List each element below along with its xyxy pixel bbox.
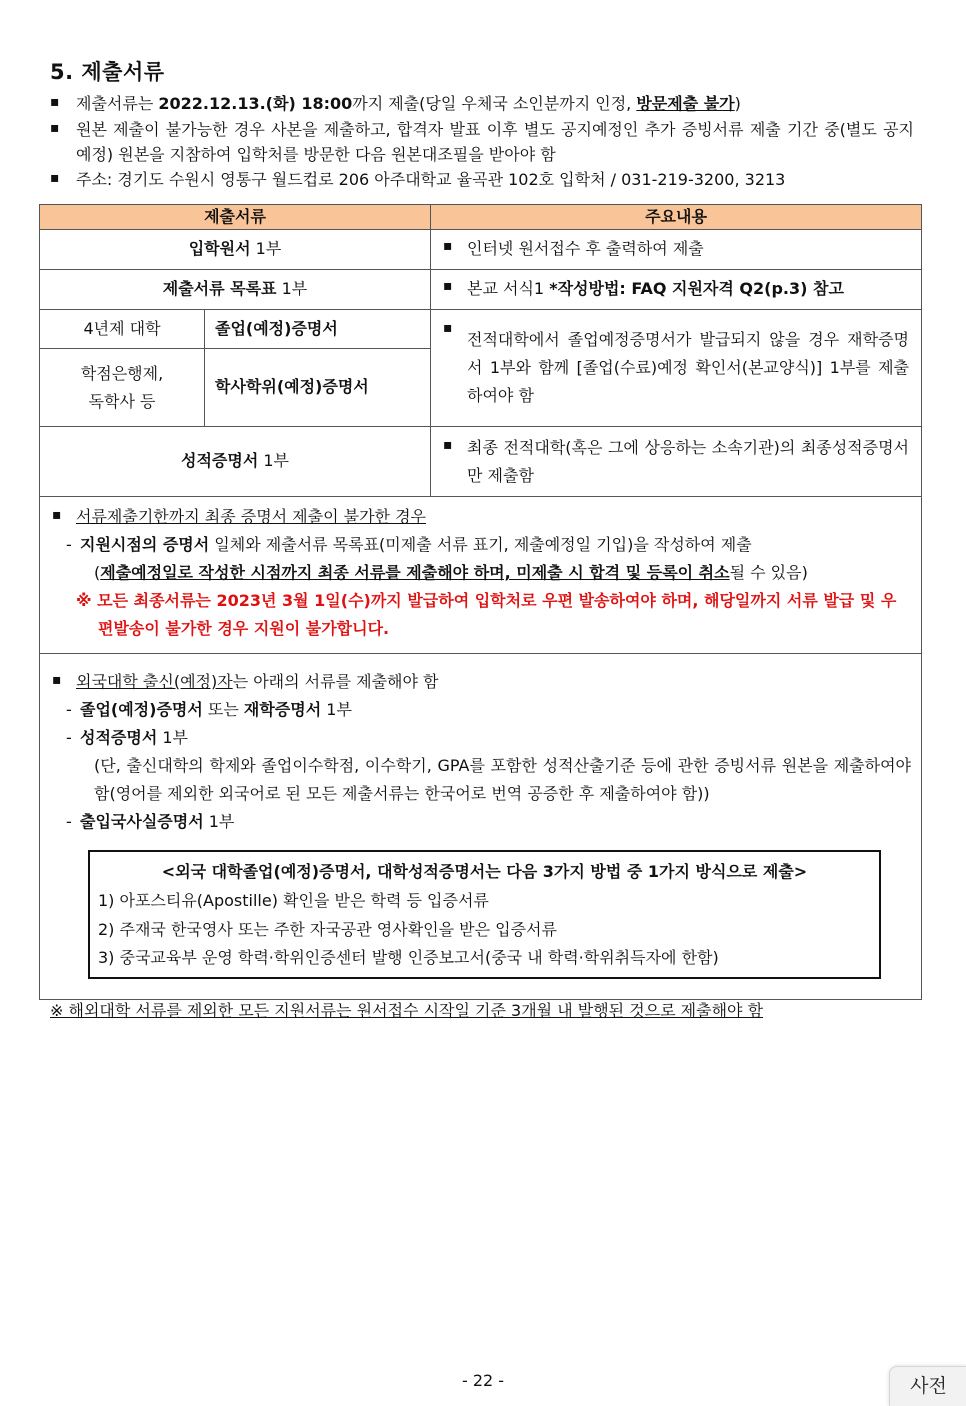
table-row — [40, 654, 922, 1000]
doc-checklist: 제출서류 목록표 1부 — [40, 270, 431, 310]
box-method-2: 2) 주재국 한국영사 또는 주한 자국공관 영사확인을 받은 입증서류 — [98, 919, 557, 939]
doc-transcript: 성적증명서 1부 — [40, 427, 431, 497]
note-title: ▪ 서류제출기한까지 최종 증명서 제출이 불가한 경우 — [52, 503, 911, 531]
foreign-transcript-note: (단, 출신대학의 학제와 졸업이수학점, 이수학기, GPA를 포함한 성적산출기준 등에 관한 증빙서류 원본을 제출하여야 함(영어를 제외한 외국어로 된 모든 제출서류는 한국어로 번역 공증한 후 제출하여야 함)) — [94, 756, 912, 803]
foreign-immigration: - 출입국사실증명서 1부 — [52, 808, 911, 836]
deadline-notes — [40, 497, 922, 654]
intro-original-docs: ▪ 원본 제출이 불가능한 경우 사본을 제출하고, 합격자 발표 이후 별도 공지예정인 추가 증빙서류 제출 기간 중(별도 공지 예정) 원본을 지참하여 입학처를 방문한 다음 원본대조필을 받아야 함 — [48, 118, 914, 168]
table-row — [40, 230, 922, 270]
doc-degree-cert: 학사학위(예정)증명서 — [205, 349, 431, 427]
table-row — [40, 270, 922, 310]
intro-deadline: ▪ 제출서류는 2022.12.13.(화) 18:00까지 제출(당일 우체국 소인분까지 인정, 방문제출 불가) — [48, 92, 914, 117]
doc-graduation-cert: 졸업(예정)증명서 — [205, 310, 431, 349]
desc-checklist: ▪ 본교 서식1 *작성방법: FAQ 지원자격 Q2(p.3) 참고 — [431, 270, 922, 310]
desc-graduation: ▪ 전적대학에서 졸업예정증명서가 발급되지 않을 경우 재학증명서 1부와 함께 [졸업(수료)예정 확인서(본교양식)] 1부를 제출하여야 함 — [431, 310, 922, 427]
foreign-title: ▪ 외국대학 출신(예정)자는 아래의 서류를 제출해야 함 — [52, 668, 911, 696]
desc-transcript: ▪ 최종 전적대학(혹은 그에 상응하는 소속기관)의 최종성적증명서만 제출함 — [431, 427, 922, 497]
note-cancel-warning: (제출예정일로 작성한 시점까지 최종 서류를 제출해야 하며, 미제출 시 합격 및 등록이 취소될 수 있음) — [94, 563, 808, 582]
header-documents: 제출서류 — [40, 205, 431, 230]
intro-address: ▪ 주소: 경기도 수원시 영통구 월드컵로 206 아주대학교 율곡관 102호 입학처 / 031-219-3200, 3213 — [48, 168, 914, 193]
corner-tag[interactable]: 사전 — [889, 1366, 966, 1406]
desc-application: ▪ 인터넷 원서접수 후 출력하여 제출 — [431, 230, 922, 270]
documents-table — [39, 204, 922, 1000]
foreign-graduation: - 졸업(예정)증명서 또는 재학증명서 1부 — [52, 696, 911, 724]
verification-methods-box — [88, 850, 881, 979]
box-method-3: 3) 중국교육부 운영 학력·학위인증센터 발행 인증보고서(중국 내 학력·학위취득자에 한함) — [98, 948, 719, 968]
section-title: 5. 제출서류 — [50, 60, 165, 84]
header-details: 주요내용 — [431, 205, 922, 230]
page-number: - 22 - — [461, 1371, 505, 1390]
type-four-year: 4년제 대학 — [40, 310, 205, 349]
intro-list — [48, 92, 914, 194]
note-submit-current: - 지원시점의 증명서 일체와 제출서류 목록표(미제출 서류 표기, 제출예정일 기입)을 작성하여 제출 — [52, 531, 911, 559]
table-header-row — [40, 205, 922, 230]
doc-application: 입학원서 1부 — [40, 230, 431, 270]
foreign-transcript: - 성적증명서 1부 — [52, 724, 911, 752]
table-row — [40, 497, 922, 654]
footnote: ※ 해외대학 서류를 제외한 모든 지원서류는 원서접수 시작일 기준 3개월 내 발행된 것으로 제출해야 함 — [50, 1001, 764, 1020]
table-row — [40, 427, 922, 497]
box-title: <외국 대학졸업(예정)증명서, 대학성적증명서는 다음 3가지 방법 중 1가지 방식으로 제출> — [161, 862, 808, 881]
note-final-deadline: ※ 모든 최종서류는 2023년 3월 1일(수)까지 발급하여 입학처로 우편 발송하여야 하며, 해당일까지 서류 발급 및 우편발송이 불가한 경우 지원이 불가합니다. — [76, 591, 897, 638]
box-method-1: 1) 아포스티유(Apostille) 확인을 받은 학력 등 입증서류 — [98, 890, 489, 910]
type-credit-bank: 학점은행제, 독학사 등 — [40, 349, 205, 427]
table-row — [40, 310, 922, 349]
foreign-notes — [40, 654, 922, 1000]
